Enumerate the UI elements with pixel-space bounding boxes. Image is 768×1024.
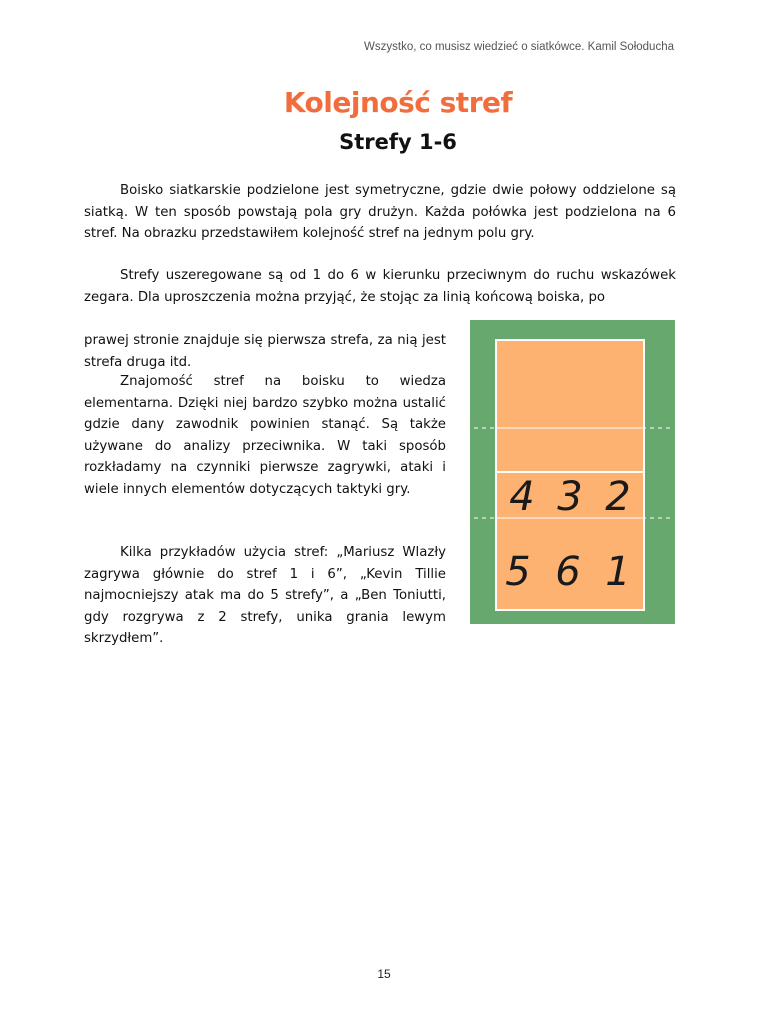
paragraph-zone-knowledge: Znajomość stref na boisku to wiedza elementarna. Dzięki niej bardzo szybko można ustalić gdzie dany zawodnik powinien stanąć. Są także używane do analizy przeciwnika. W taki sposób rozkładamy na czynniki pierwsze zagrywki, ataki i wiele innych elementów dotyczących taktyki gry. bbox=[84, 374, 446, 497]
paragraph-zone-examples: Kilka przykładów użycia stref: „Mariusz Wlazły zagrywa głównie do stref 1 i 6”, „Kevin Tillie najmocniejszy atak ma do 5 strefy”, a „Ben Toniutti, gdy rozgrywa z 2 strefy, unika grania lewym skrzydłem”. bbox=[84, 545, 446, 646]
zone-6-label: 6 bbox=[555, 549, 581, 595]
court-diagram bbox=[470, 320, 675, 624]
volleyball-court-figure bbox=[470, 320, 675, 624]
zone-2-label: 2 bbox=[605, 474, 631, 520]
paragraph-zone-order: Strefy uszeregowane są od 1 do 6 w kierunku przeciwnym do ruchu wskazówek zegara. Dla uproszczenia można przyjąć, że stojąc za linią końcową boiska, po bbox=[84, 268, 676, 305]
page-title: Kolejność stref bbox=[283, 86, 513, 119]
zone-1-label: 1 bbox=[605, 549, 631, 595]
paragraph-zone-order-continued: prawej stronie znajduje się pierwsza strefa, za nią jest strefa druga itd. bbox=[84, 333, 446, 370]
zone-4-label: 4 bbox=[509, 474, 535, 520]
zone-3-label: 3 bbox=[557, 474, 583, 520]
zone-5-label: 5 bbox=[505, 549, 531, 595]
page-number: 15 bbox=[377, 967, 391, 981]
running-header: Wszystko, co musisz wiedzieć o siatkówce. Kamil Sołoducha bbox=[364, 41, 674, 53]
paragraph-intro: Boisko siatkarskie podzielone jest symetryczne, gdzie dwie połowy oddzielone są siatką. W ten sposób powstają pola gry drużyn. Każda połówka jest podzielona na 6 stref. Na obrazku przedstawiłem kolejność stref na jednym polu gry. bbox=[84, 183, 676, 241]
page-subtitle: Strefy 1-6 bbox=[339, 130, 457, 154]
